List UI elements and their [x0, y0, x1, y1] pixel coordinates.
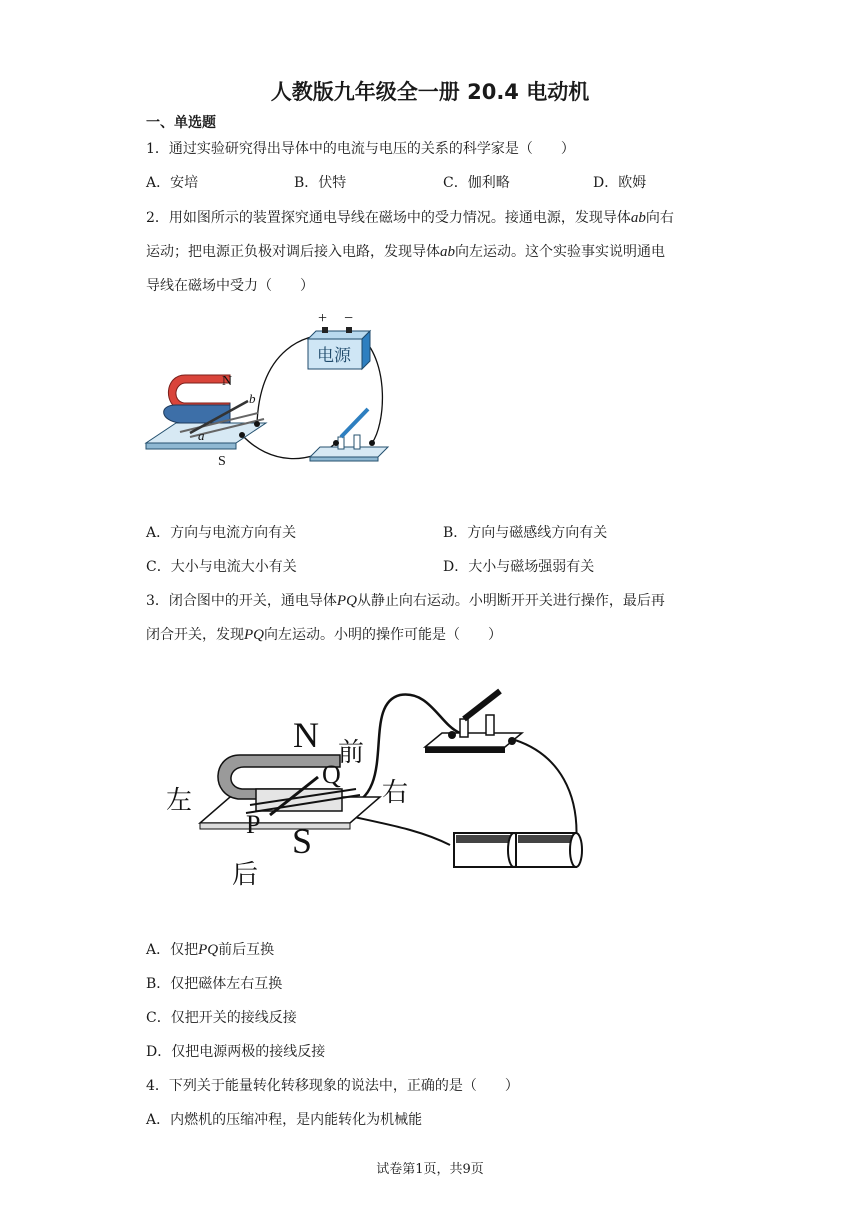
terminal-b [254, 421, 260, 427]
label-b: b [249, 391, 256, 406]
switch-base-edge [310, 457, 378, 461]
label-p: P [246, 810, 261, 839]
q3-option-a-var: PQ [198, 942, 219, 958]
q1-stem: 1．通过实验研究得出导体中的电流与电压的关系的科学家是（ ） [146, 141, 575, 157]
label-front: 前 [338, 738, 365, 767]
label-s: S [292, 821, 313, 861]
q3-line-2 [146, 625, 502, 645]
q2-option-d: D．大小与磁场强弱有关 [443, 559, 595, 575]
label-n: N [222, 374, 233, 389]
q3-option-a-text-a: A．仅把 [146, 942, 199, 958]
q2-motor-figure [140, 305, 400, 480]
section-heading: 一、单选题 [146, 115, 216, 131]
switch-base [310, 447, 388, 457]
switch-post-1 [460, 719, 468, 737]
wire-switch-battery [515, 740, 576, 845]
power-label: 电源 [317, 346, 351, 365]
switch-terminal-1 [448, 731, 456, 739]
label-left: 左 [166, 786, 193, 815]
label-a: a [198, 428, 205, 443]
q2-line-3: 导线在磁场中受力（ ） [146, 278, 314, 294]
q3-line-1 [146, 591, 665, 611]
magnet-south [164, 403, 230, 423]
page-footer: 试卷第1页，共9页 [376, 1162, 484, 1177]
plus-sign: + [318, 310, 328, 327]
q2-line-2-var: ab [440, 244, 455, 260]
negative-terminal [346, 327, 352, 333]
q3-line-1-text-a: 3．闭合图中的开关，通电导体 [146, 593, 337, 609]
switch-post-2 [486, 715, 494, 735]
switch-terminal-1 [333, 440, 339, 446]
terminal-a [239, 432, 245, 438]
switch-post-2 [354, 435, 360, 449]
base-board-edge [200, 823, 350, 829]
battery-2-shade [518, 835, 574, 843]
page-title: 人教版九年级全一册 20.4 电动机 [270, 80, 590, 104]
switch-terminal-2 [369, 440, 375, 446]
q2-option-b: B．方向与磁感线方向有关 [443, 525, 608, 541]
q3-option-b: B．仅把磁体左右互换 [146, 976, 283, 992]
q4-option-a: A．内燃机的压缩冲程，是内能转化为机械能 [146, 1112, 423, 1128]
q3-line-2-text-a: 闭合开关，发现 [146, 627, 244, 643]
q3-line-2-var: PQ [244, 627, 264, 643]
label-q: Q [322, 760, 341, 789]
q3-line-2-text-b: 向左运动。小明的操作可能是（ ） [264, 627, 502, 643]
wire-to-battery [345, 815, 450, 845]
q2-line-1-text-a: 2．用如图所示的装置探究通电导线在磁场中的受力情况。接通电源，发现导体 [146, 210, 631, 226]
q1-option-a: A．安培 [146, 175, 199, 191]
q1-option-b: B．伏特 [294, 175, 347, 191]
q3-line-1-var: PQ [336, 593, 357, 609]
switch-base-edge [425, 747, 505, 753]
q4-stem: 4．下列关于能量转化转移现象的说法中，正确的是（ ） [146, 1078, 519, 1094]
q2-option-c: C．大小与电流大小有关 [146, 559, 297, 575]
battery-1-shade [456, 835, 512, 843]
q1-option-c: C．伽利略 [443, 175, 510, 191]
q1-option-d: D．欧姆 [593, 175, 647, 191]
q2-line-2-text-a: 运动；把电源正负极对调后接入电路，发现导体 [146, 244, 440, 260]
minus-sign: − [344, 310, 354, 327]
q2-line-1-var: ab [630, 210, 646, 226]
q3-option-c: C．仅把开关的接线反接 [146, 1010, 297, 1026]
q2-option-a: A．方向与电流方向有关 [146, 525, 297, 541]
label-s: S [218, 454, 226, 469]
switch-base [425, 733, 522, 747]
q3-line-1-text-b: 从静止向右运动。小明断开开关进行操作，最后再 [356, 593, 665, 609]
q3-option-a [146, 940, 274, 960]
base-board-edge [146, 443, 236, 449]
label-n: N [293, 715, 319, 755]
battery-2-cap [570, 833, 582, 867]
power-top [308, 331, 370, 339]
positive-terminal [322, 327, 328, 333]
q2-line-1 [146, 208, 674, 228]
switch-terminal-2 [508, 737, 516, 745]
q2-line-1-text-b: 向右 [645, 210, 674, 226]
q2-line-2-text-b: 向左运动。这个实验事实说明通电 [455, 244, 665, 260]
q3-option-a-text-b: 前后互换 [218, 942, 275, 958]
label-back: 后 [232, 860, 259, 889]
switch-lever [341, 409, 368, 437]
q3-motor-figure [160, 685, 590, 890]
label-right: 右 [382, 778, 409, 807]
q3-option-d: D．仅把电源两极的接线反接 [146, 1044, 326, 1060]
q2-line-2 [146, 242, 665, 262]
